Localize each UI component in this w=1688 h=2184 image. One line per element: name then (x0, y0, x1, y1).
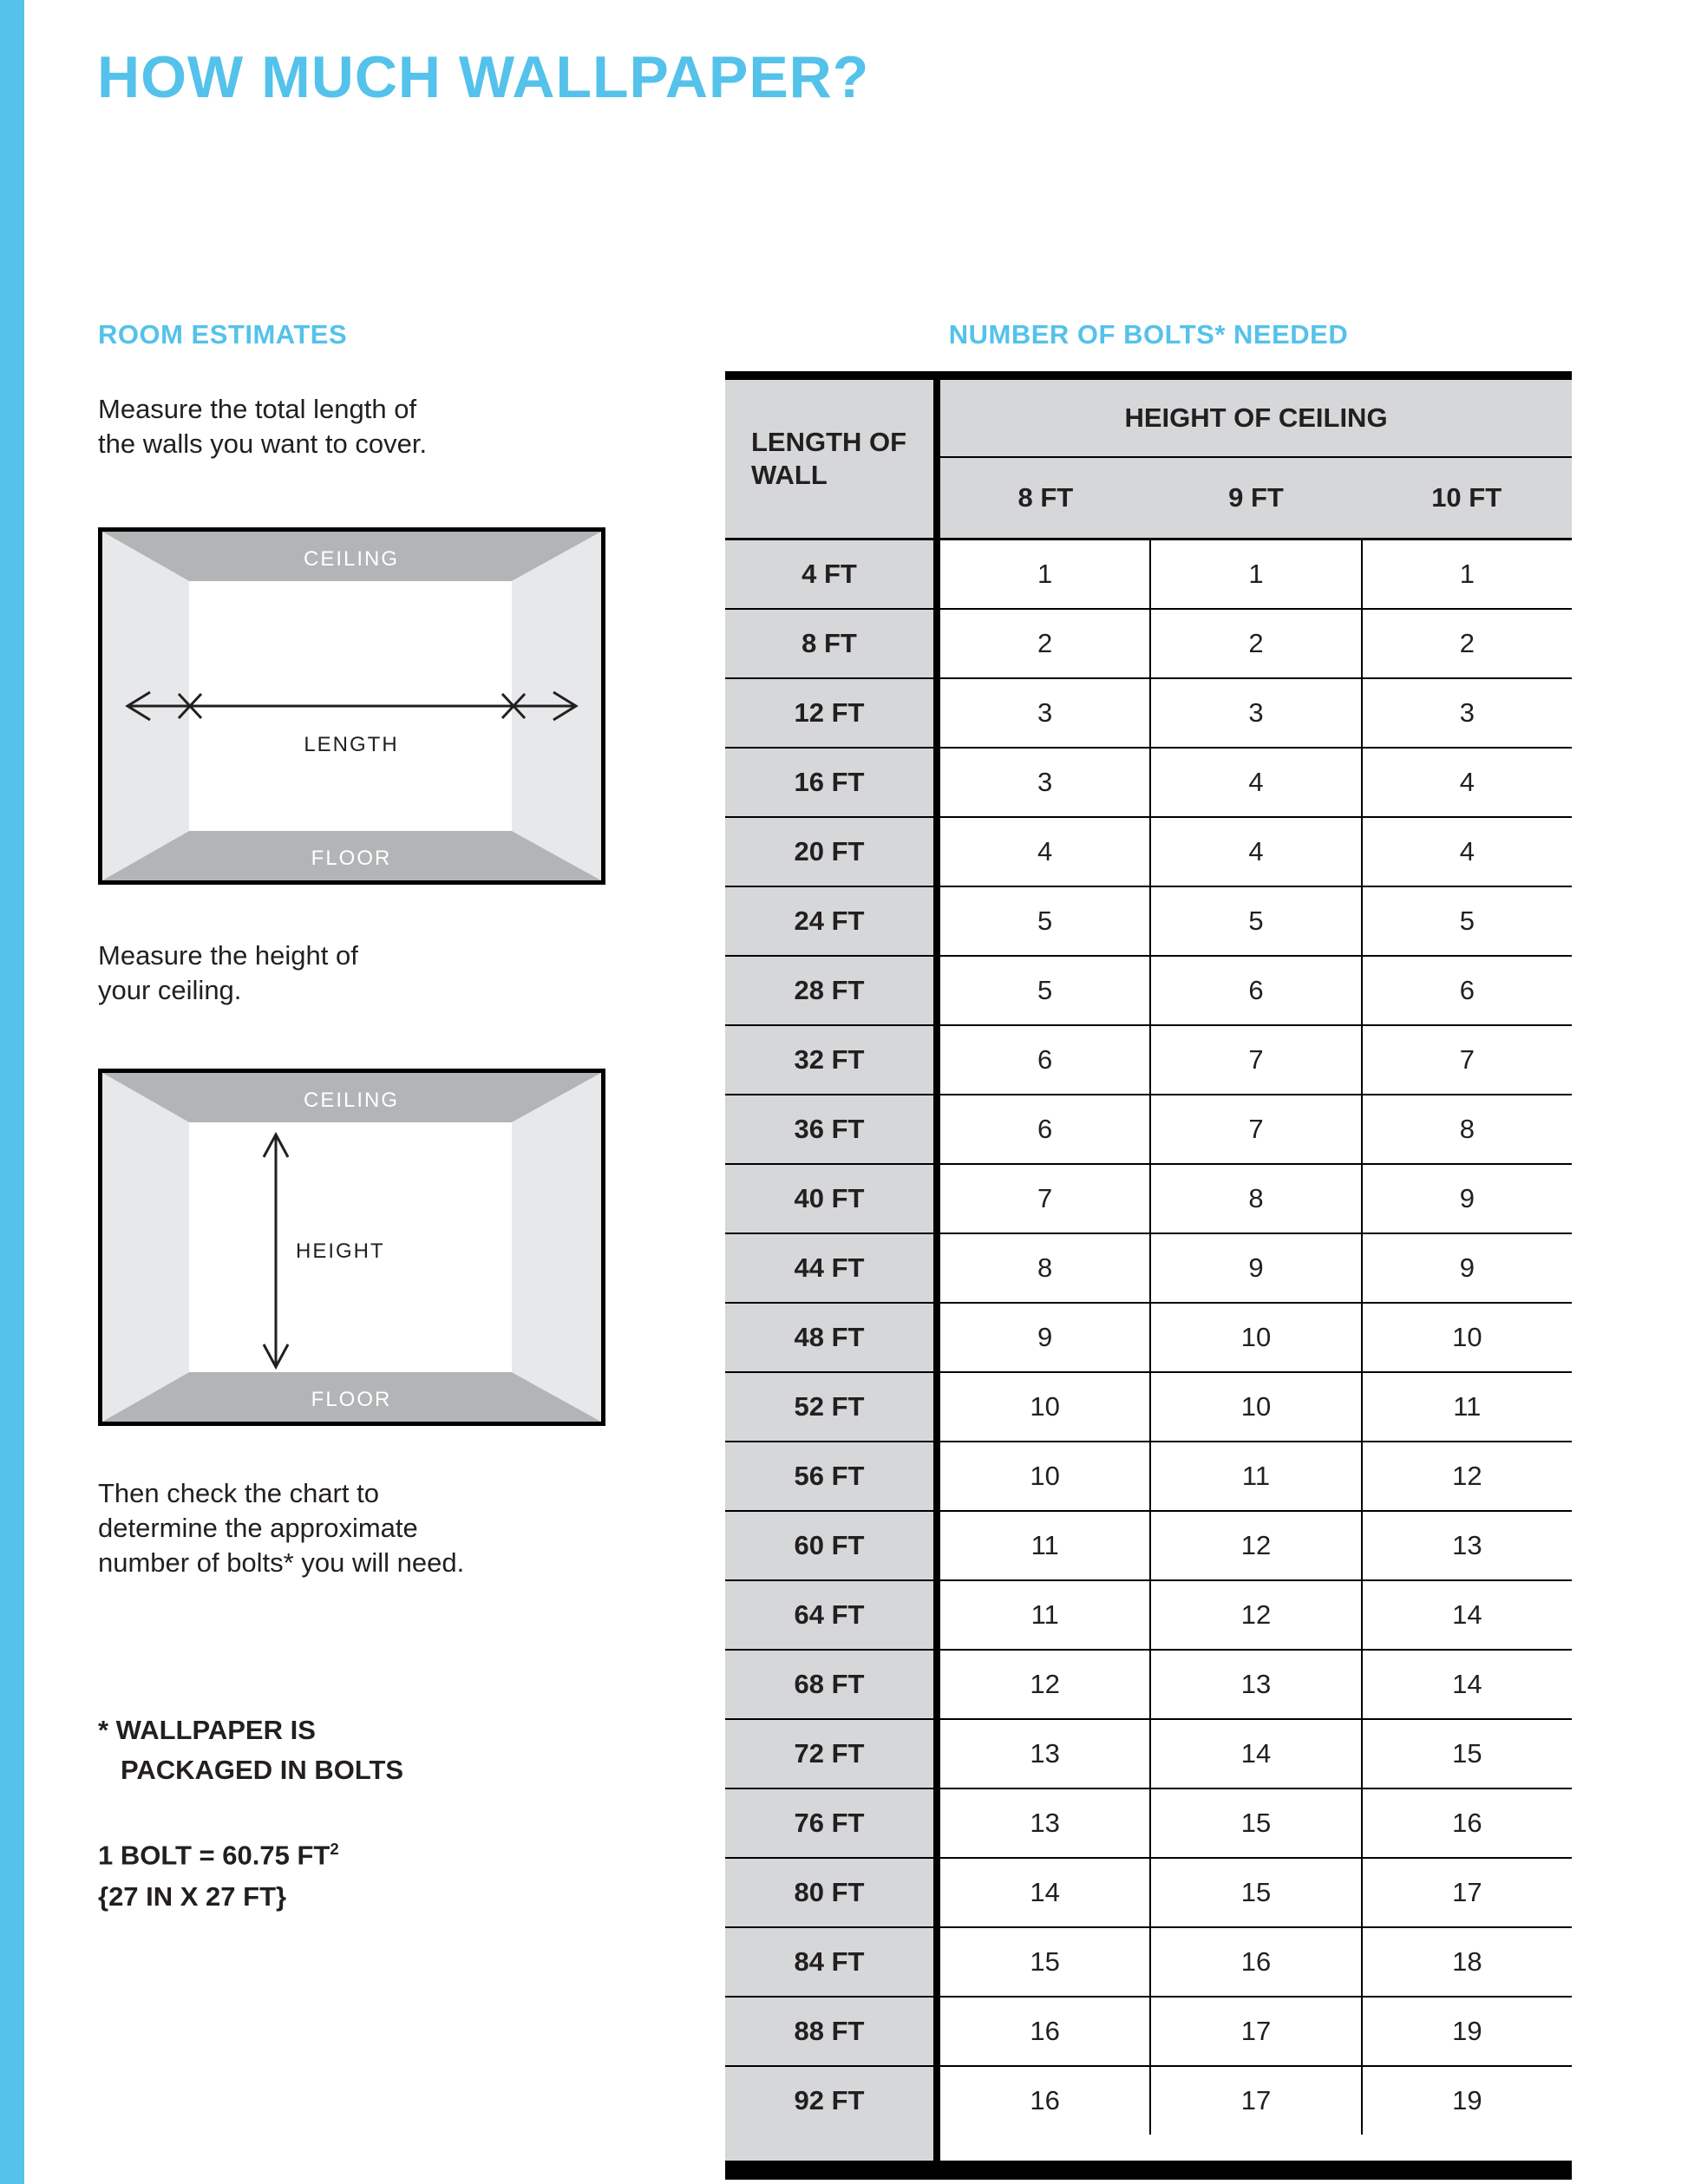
table-row (725, 1996, 1572, 2065)
row-value: 1 (1149, 540, 1360, 608)
table-vertical-divider (933, 1026, 940, 1094)
table-vertical-divider (933, 1859, 940, 1926)
length-of-wall-header: LENGTH OF WALL (725, 380, 933, 538)
table-vertical-divider (933, 1304, 940, 1371)
row-value: 8 (940, 1234, 1149, 1302)
table-row (725, 1094, 1572, 1163)
instruction-chart-line2: determine the approximate (98, 1513, 418, 1543)
row-length-label: 40 FT (725, 1165, 933, 1233)
table-footer-stub (725, 2135, 1572, 2161)
table-vertical-divider (933, 887, 940, 955)
row-value: 6 (940, 1095, 1149, 1163)
row-value: 14 (1149, 1720, 1360, 1788)
table-vertical-divider (933, 1928, 940, 1996)
row-value: 9 (1361, 1165, 1572, 1233)
row-value: 10 (1361, 1304, 1572, 1371)
row-value: 6 (1361, 957, 1572, 1024)
table-vertical-divider (933, 2067, 940, 2135)
ceiling-label: CEILING (303, 547, 400, 571)
row-value: 14 (1361, 1651, 1572, 1718)
row-value: 15 (940, 1928, 1149, 1996)
table-bottom-border (725, 2161, 1572, 2180)
row-length-label: 88 FT (725, 1998, 933, 2065)
bolt-size-info (98, 1828, 339, 1918)
floor-label: FLOOR (311, 847, 392, 870)
table-row (725, 1926, 1572, 1996)
row-value: 8 (1361, 1095, 1572, 1163)
bolt-size-line2: {27 IN X 27 FT} (98, 1881, 287, 1913)
row-value: 1 (1361, 540, 1572, 608)
table-row (725, 1024, 1572, 1094)
table-vertical-divider (933, 2135, 940, 2161)
row-value: 7 (940, 1165, 1149, 1233)
row-length-label: 8 FT (725, 610, 933, 677)
page-title: HOW MUCH WALLPAPER? (97, 44, 870, 110)
instruction-chart-line1: Then check the chart to (98, 1478, 379, 1508)
row-value: 10 (1149, 1304, 1360, 1371)
footnote-line1: * WALLPAPER IS (98, 1715, 316, 1745)
table-vertical-divider (933, 1512, 940, 1579)
table-row (725, 1788, 1572, 1857)
bolt-size-superscript: 2 (330, 1840, 339, 1858)
table-row (725, 1718, 1572, 1788)
instruction-chart (98, 1476, 464, 1580)
floor-label: FLOOR (311, 1388, 392, 1411)
row-value: 2 (940, 610, 1149, 677)
row-length-label: 36 FT (725, 1095, 933, 1163)
bolt-table-body (725, 540, 1572, 2135)
table-row (725, 608, 1572, 677)
ceiling-label: CEILING (303, 1089, 400, 1112)
row-value: 4 (940, 818, 1149, 886)
row-length-label: 68 FT (725, 1651, 933, 1718)
table-vertical-divider (933, 749, 940, 816)
row-value: 6 (1149, 957, 1360, 1024)
left-wall-panel (102, 1073, 189, 1422)
table-row (725, 747, 1572, 816)
row-value: 16 (940, 1998, 1149, 2065)
row-length-label: 4 FT (725, 540, 933, 608)
row-value: 10 (1149, 1373, 1360, 1441)
table-vertical-divider (933, 540, 940, 608)
instruction-height-line2: your ceiling. (98, 975, 242, 1005)
row-value: 10 (940, 1442, 1149, 1510)
row-value: 11 (1361, 1373, 1572, 1441)
height-diagram-svg (98, 1069, 605, 1426)
ceiling-9ft-header: 9 FT (1228, 482, 1284, 513)
label-column-stub (725, 2135, 933, 2161)
row-value: 7 (1149, 1095, 1360, 1163)
row-length-label: 12 FT (725, 679, 933, 747)
row-value: 12 (1149, 1512, 1360, 1579)
row-value: 10 (940, 1373, 1149, 1441)
table-vertical-divider (933, 1651, 940, 1718)
right-wall-panel (512, 1073, 601, 1422)
height-diagram (98, 1069, 605, 1426)
room-estimates-heading: ROOM ESTIMATES (98, 319, 348, 350)
row-value: 4 (1149, 818, 1360, 886)
row-value: 14 (940, 1859, 1149, 1926)
table-row (725, 1510, 1572, 1579)
table-vertical-divider (933, 380, 940, 538)
table-row (725, 1371, 1572, 1441)
row-length-label: 72 FT (725, 1720, 933, 1788)
table-vertical-divider (933, 1442, 940, 1510)
row-value: 17 (1149, 2067, 1360, 2135)
row-length-label: 76 FT (725, 1789, 933, 1857)
row-value: 15 (1149, 1859, 1360, 1926)
row-value: 12 (940, 1651, 1149, 1718)
row-value: 13 (1149, 1651, 1360, 1718)
table-vertical-divider (933, 610, 940, 677)
row-length-label: 92 FT (725, 2067, 933, 2135)
table-vertical-divider (933, 1998, 940, 2065)
instruction-height (98, 938, 358, 1008)
table-row (725, 1857, 1572, 1926)
row-length-label: 60 FT (725, 1512, 933, 1579)
table-vertical-divider (933, 1165, 940, 1233)
row-value: 16 (940, 2067, 1149, 2135)
table-vertical-divider (933, 1373, 940, 1441)
row-value: 16 (1149, 1928, 1360, 1996)
table-row (725, 1649, 1572, 1718)
row-value: 11 (940, 1581, 1149, 1649)
table-vertical-divider (933, 1720, 940, 1788)
row-length-label: 52 FT (725, 1373, 933, 1441)
table-row (725, 955, 1572, 1024)
row-value: 16 (1361, 1789, 1572, 1857)
row-value: 9 (940, 1304, 1149, 1371)
bolts-needed-heading: NUMBER OF BOLTS* NEEDED (948, 319, 1349, 350)
row-length-label: 28 FT (725, 957, 933, 1024)
row-value: 3 (940, 749, 1149, 816)
row-length-label: 84 FT (725, 1928, 933, 1996)
row-value: 5 (940, 887, 1149, 955)
length-diagram-svg (98, 527, 605, 885)
ceiling-10ft-header: 10 FT (1431, 482, 1502, 513)
row-value: 15 (1149, 1789, 1360, 1857)
row-value: 8 (1149, 1165, 1360, 1233)
table-vertical-divider (933, 818, 940, 886)
table-row (725, 2065, 1572, 2135)
row-value: 5 (940, 957, 1149, 1024)
bolt-size-text: 1 BOLT = 60.75 FT (98, 1840, 330, 1871)
row-value: 3 (940, 679, 1149, 747)
table-row (725, 1233, 1572, 1302)
table-row (725, 816, 1572, 886)
row-value: 15 (1361, 1720, 1572, 1788)
instruction-height-line1: Measure the height of (98, 940, 358, 971)
instruction-chart-line3: number of bolts* you will need. (98, 1547, 465, 1578)
table-top-border (725, 371, 1572, 380)
row-value: 4 (1361, 818, 1572, 886)
row-value: 17 (1149, 1998, 1360, 2065)
row-value: 12 (1361, 1442, 1572, 1510)
instruction-length (98, 392, 427, 461)
length-diagram (98, 527, 605, 885)
row-value: 14 (1361, 1581, 1572, 1649)
table-row (725, 1163, 1572, 1233)
footnote-line2: PACKAGED IN BOLTS (121, 1755, 404, 1785)
row-value: 19 (1361, 1998, 1572, 2065)
row-length-label: 64 FT (725, 1581, 933, 1649)
data-area-stub (940, 2135, 1572, 2161)
row-length-label: 20 FT (725, 818, 933, 886)
bolt-table (725, 371, 1572, 2180)
table-row (725, 886, 1572, 955)
row-value: 5 (1149, 887, 1360, 955)
table-row (725, 1302, 1572, 1371)
height-of-ceiling-header-group (940, 380, 1572, 538)
row-value: 7 (1149, 1026, 1360, 1094)
bolt-size-line1 (98, 1828, 339, 1876)
row-value: 4 (1361, 749, 1572, 816)
table-row (725, 1579, 1572, 1649)
height-of-ceiling-header: HEIGHT OF CEILING (940, 380, 1572, 458)
row-value: 11 (940, 1512, 1149, 1579)
row-length-label: 80 FT (725, 1859, 933, 1926)
row-value: 1 (940, 540, 1149, 608)
table-row (725, 677, 1572, 747)
table-vertical-divider (933, 1789, 940, 1857)
row-value: 19 (1361, 2067, 1572, 2135)
height-arrow-label: HEIGHT (296, 1239, 385, 1263)
row-length-label: 16 FT (725, 749, 933, 816)
ceiling-8ft-header: 8 FT (1017, 482, 1074, 513)
row-value: 2 (1361, 610, 1572, 677)
row-value: 3 (1149, 679, 1360, 747)
table-vertical-divider (933, 1095, 940, 1163)
row-value: 5 (1361, 887, 1572, 955)
table-vertical-divider (933, 957, 940, 1024)
row-value: 7 (1361, 1026, 1572, 1094)
table-row (725, 540, 1572, 608)
row-value: 18 (1361, 1928, 1572, 1996)
row-value: 13 (940, 1789, 1149, 1857)
ceiling-height-subheader-row (940, 458, 1572, 538)
row-length-label: 56 FT (725, 1442, 933, 1510)
row-value: 13 (1361, 1512, 1572, 1579)
row-value: 2 (1149, 610, 1360, 677)
row-value: 3 (1361, 679, 1572, 747)
table-vertical-divider (933, 1234, 940, 1302)
row-value: 12 (1149, 1581, 1360, 1649)
table-row (725, 1441, 1572, 1510)
row-length-label: 32 FT (725, 1026, 933, 1094)
row-value: 17 (1361, 1859, 1572, 1926)
row-value: 9 (1149, 1234, 1360, 1302)
accent-side-bar (0, 0, 24, 2184)
table-vertical-divider (933, 679, 940, 747)
length-arrow-label: LENGTH (304, 733, 399, 756)
wallpaper-bolts-footnote (98, 1710, 403, 1790)
row-length-label: 48 FT (725, 1304, 933, 1371)
row-value: 11 (1149, 1442, 1360, 1510)
instruction-length-line2: the walls you want to cover. (98, 428, 428, 459)
table-header (725, 380, 1572, 540)
row-value: 13 (940, 1720, 1149, 1788)
instruction-length-line1: Measure the total length of (98, 394, 417, 424)
row-length-label: 24 FT (725, 887, 933, 955)
row-value: 4 (1149, 749, 1360, 816)
row-value: 6 (940, 1026, 1149, 1094)
row-value: 9 (1361, 1234, 1572, 1302)
table-vertical-divider (933, 1581, 940, 1649)
row-length-label: 44 FT (725, 1234, 933, 1302)
